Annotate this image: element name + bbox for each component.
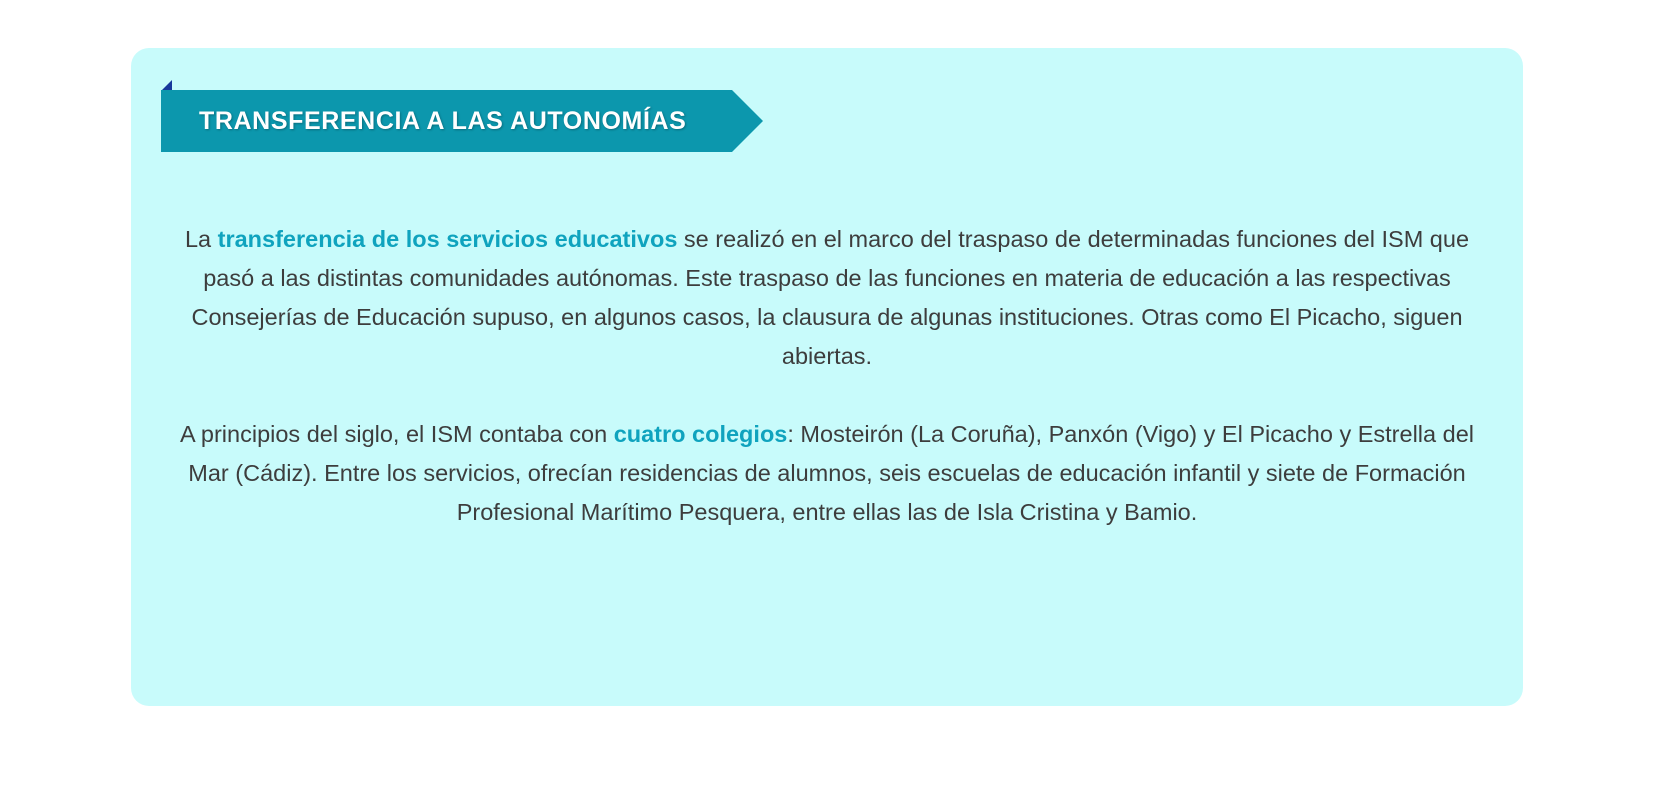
paragraph-1-highlight: transferencia de los servicios educativos — [217, 225, 678, 252]
paragraph-1 — [167, 220, 1487, 376]
paragraph-2-segment-3: : Mosteirón (La Coruña), Panxón (Vigo) y El Picacho y Estrella del Mar (Cádiz). Entre los servicios, ofrecían residencias de alumnos, seis escuelas de educación infantil y siete de Formación Profesional Marítimo Pesquera, entre ellas las de Isla Cristina y Bamio. — [188, 420, 1474, 525]
paragraph-2-highlight: cuatro colegios — [613, 420, 788, 447]
paragraph-2-segment-1: A principios del siglo, el ISM contaba con — [180, 420, 614, 447]
paragraph-2 — [167, 415, 1487, 532]
paragraph-1-segment-3: se realizó en el marco del traspaso de determinadas funciones del ISM que pasó a las distintas comunidades autónomas. Este traspaso de las funciones en materia de educación a las respectivas Consejerías de Educación supuso, en algunos casos, la clausura de algunas instituciones. Otras como El Picacho, siguen abiertas. — [191, 225, 1470, 369]
paragraph-1-segment-1: La — [184, 225, 218, 252]
ribbon-shape — [161, 90, 732, 152]
content-card — [131, 48, 1523, 706]
section-banner — [161, 90, 732, 152]
page-title: TRANSFERENCIA A LAS AUTONOMÍAS — [199, 106, 687, 135]
body-text — [167, 196, 1487, 555]
